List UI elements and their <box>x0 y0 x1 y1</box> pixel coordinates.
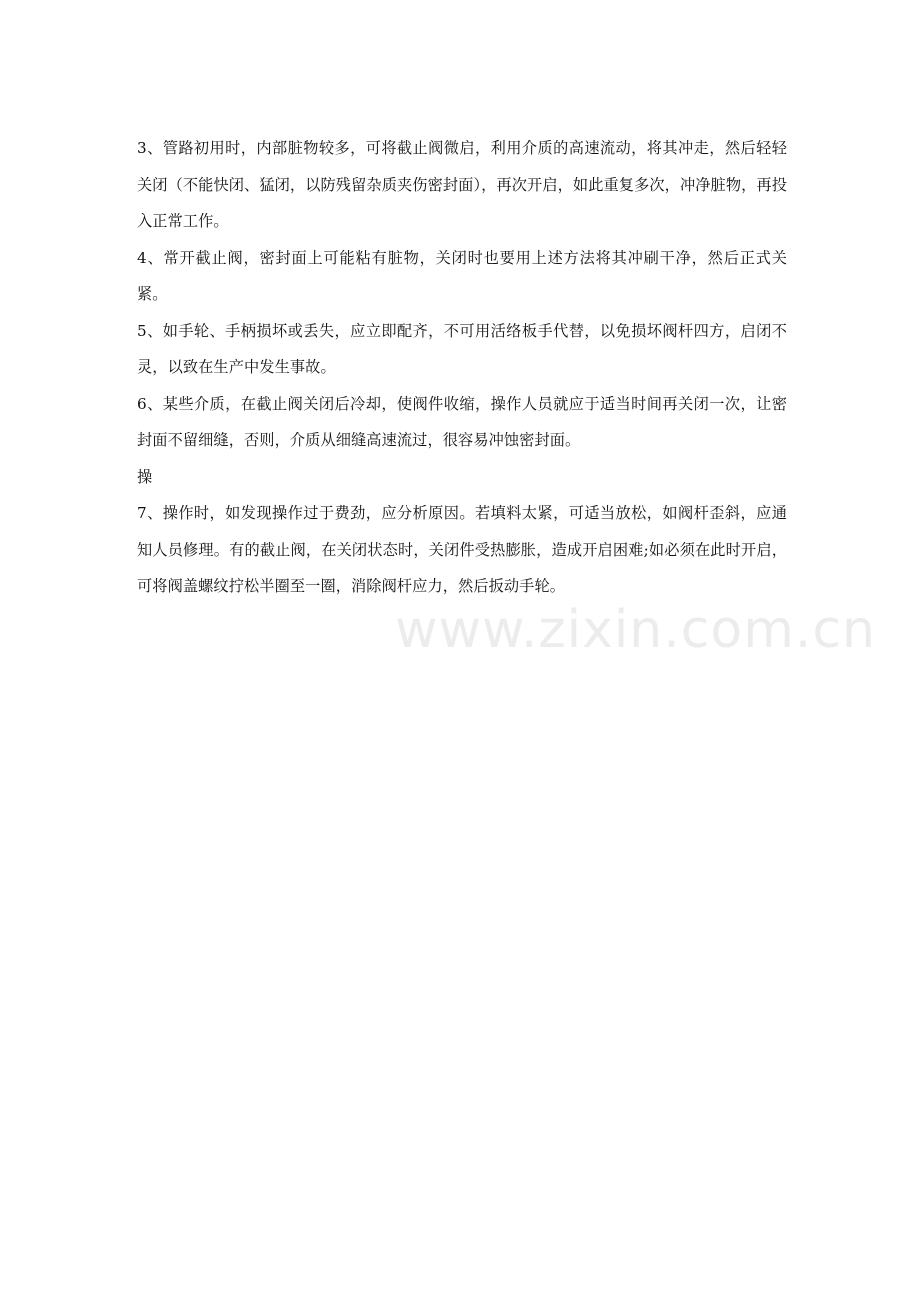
paragraph-heading-fragment: 操 <box>137 467 153 486</box>
paragraph-5: 5、如手轮、手柄损坏或丢失，应立即配齐，不可用活络板手代替，以免损坏阀杆四方，启闭不灵，以致在生产中发生事故。 <box>137 321 787 376</box>
watermark: www.zixin.com.cn <box>395 600 876 660</box>
paragraph-6: 6、某些介质，在截止阀关闭后冷却，使阀件收缩，操作人员就应于适当时间再关闭一次，让密封面不留细缝，否则，介质从细缝高速流过，很容易冲蚀密封面。 <box>137 394 787 449</box>
paragraph-4: 4、常开截止阀，密封面上可能粘有脏物，关闭时也要用上述方法将其冲刷干净，然后正式关紧。 <box>137 248 787 303</box>
document-body <box>137 130 787 605</box>
paragraph-3: 3、管路初用时，内部脏物较多，可将截止阀微启，利用介质的高速流动，将其冲走，然后轻轻关闭（不能快闭、猛闭，以防残留杂质夹伤密封面），再次开启，如此重复多次，冲净脏物，再投入正常工作。 <box>137 139 787 230</box>
paragraph-7: 7、操作时，如发现操作过于费劲，应分析原因。若填料太紧，可适当放松，如阀杆歪斜，应通知人员修理。有的截止阀，在关闭状态时，关闭件受热膨胀，造成开启困难;如必须在此时开启，可将阀盖螺纹拧松半圈至一圈，消除阀杆应力，然后扳动手轮。 <box>137 504 787 595</box>
